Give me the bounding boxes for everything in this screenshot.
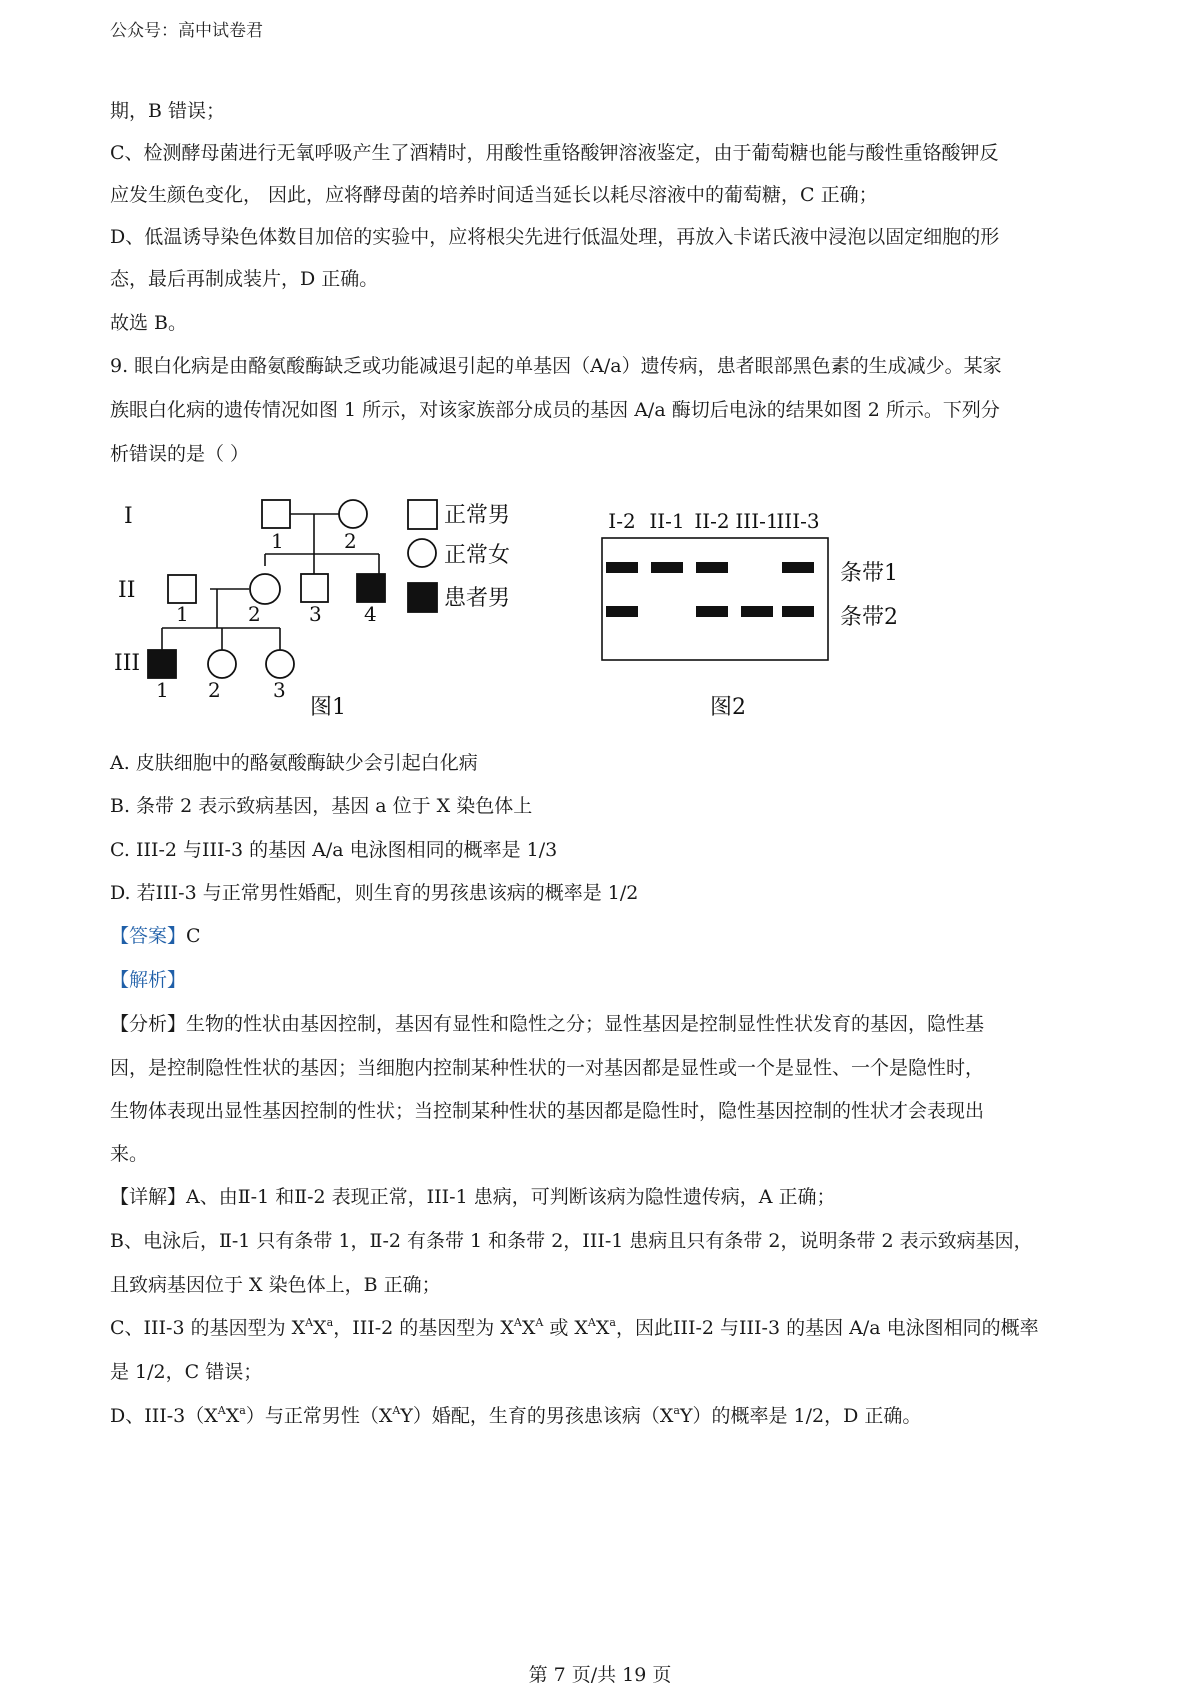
prev-d-line2: 态，最后再制成装片，D 正确。 <box>110 268 379 290</box>
member-number: 2 <box>344 529 357 553</box>
detail-a: 【详解】A、由Ⅱ-1 和Ⅱ-2 表现正常，III-1 患病，可判断该病为隐性遗传病，A 正确； <box>110 1186 836 1208</box>
figure1-caption: 图1 <box>310 695 346 720</box>
analysis-line3: 生物体表现出显性基因控制的性状；当控制某种性状的基因都是隐性时，隐性基因控制的性状才会表现出 <box>110 1100 985 1122</box>
member-I-1-normal-male <box>262 500 290 528</box>
band-III-3-band1 <box>782 562 814 573</box>
member-number: 4 <box>364 602 377 626</box>
member-II-2-normal-female <box>250 574 280 604</box>
member-II-3-normal-male <box>301 574 328 602</box>
band-III-1-band2 <box>741 606 773 617</box>
member-number: 2 <box>208 678 221 702</box>
detail-c-line1: C、III-3 的基因型为 $X^AX^a$，III-2 的基因型为 $X^AX^A$ 或 $X^AX^a$，因此III-2 与III-3 的基因 A/a 电泳图相同的概率 <box>110 1315 1039 1339</box>
generation-label-III: III <box>114 651 141 676</box>
member-number: 1 <box>156 678 169 702</box>
member-II-4-affected-male <box>357 574 385 602</box>
legend-normal-male-symbol <box>408 500 437 529</box>
option-a: A. 皮肤细胞中的酪氨酸酶缺少会引起白化病 <box>110 752 478 774</box>
prev-c-line2: 应发生颜色变化， 因此，应将酵母菌的培养时间适当延长以耗尽溶液中的葡萄糖，C 正确； <box>110 184 878 206</box>
band-II-2-band2 <box>696 606 728 617</box>
lane-label-II-1: II-1 <box>649 509 685 533</box>
generation-label-I: I <box>124 504 133 529</box>
band-I-2-band1 <box>606 562 638 573</box>
member-number: 3 <box>273 678 286 702</box>
lane-label-I-2: I-2 <box>608 509 636 533</box>
analysis-line2: 因，是控制隐性性状的基因；当细胞内控制某种性状的一对基因都是显性或一个是显性、一个是隐性时， <box>110 1057 985 1079</box>
band-II-1-band1 <box>651 562 683 573</box>
member-I-2-normal-female <box>339 500 367 528</box>
figure1-pedigree <box>110 488 580 728</box>
band-label-1: 条带1 <box>840 561 898 586</box>
prev-b-tail: 期，B 错误； <box>110 100 226 122</box>
member-III-3-normal-female <box>266 650 294 678</box>
member-II-1-normal-male <box>168 575 196 603</box>
legend-affected-male-label: 患者男 <box>444 586 511 611</box>
lane-label-III-3: III-3 <box>776 509 820 533</box>
prev-conclusion: 故选 B。 <box>110 312 188 334</box>
member-number: 2 <box>248 602 261 626</box>
page-footer: 第 7 页/共 19 页 <box>528 1664 672 1686</box>
detail-c-line2: 是 1/2，C 错误； <box>110 1361 263 1383</box>
question-line3: 析错误的是（ ） <box>110 443 250 465</box>
band-label-2: 条带2 <box>840 605 898 630</box>
answer-row <box>110 923 201 949</box>
band-I-2-band2 <box>606 606 638 617</box>
lane-label-II-2: II-2 <box>694 509 730 533</box>
detail-label: 【详解】 <box>110 1186 187 1208</box>
option-d: D. 若III-3 与正常男性婚配，则生育的男孩患该病的概率是 1/2 <box>110 882 639 904</box>
legend-normal-female-symbol <box>408 539 436 567</box>
generation-label-II: II <box>118 578 136 603</box>
lane-label-III-1: III-1 <box>735 509 779 533</box>
legend-normal-female-label: 正常女 <box>444 543 511 568</box>
figure2-electrophoresis <box>595 498 925 728</box>
prev-d-line1: D、低温诱导染色体数目加倍的实验中，应将根尖先进行低温处理，再放入卡诺氏液中浸泡以固定细胞的形 <box>110 226 1000 248</box>
option-b: B. 条带 2 表示致病基因，基因 a 位于 X 染色体上 <box>110 795 533 817</box>
member-III-2-normal-female <box>208 650 236 678</box>
legend-normal-male-label: 正常男 <box>444 503 511 528</box>
detail-b-line2: 且致病基因位于 X 染色体上，B 正确； <box>110 1274 441 1296</box>
legend-affected-male-symbol <box>408 583 437 612</box>
band-III-3-band2 <box>782 606 814 617</box>
analysis-label: 【分析】 <box>110 1013 187 1035</box>
answer-value: C <box>186 925 201 947</box>
question-line1: 9. 眼白化病是由酪氨酸酶缺乏或功能减退引起的单基因（A/a）遗传病，患者眼部黑色素的生成减少。某家 <box>110 355 1002 377</box>
member-number: 3 <box>309 602 322 626</box>
analysis-line4: 来。 <box>110 1143 149 1165</box>
question-line2: 族眼白化病的遗传情况如图 1 所示，对该家族部分成员的基因 A/a 酶切后电泳的结果如图 2 所示。下列分 <box>110 399 1000 421</box>
analysis-line1: 【分析】生物的性状由基因控制，基因有显性和隐性之分；显性基因是控制显性性状发育的基因，隐性基 <box>110 1013 985 1035</box>
analysis-heading: 【解析】 <box>110 969 187 991</box>
header-source: 公众号：高中试卷君 <box>110 21 263 41</box>
detail-d: D、III-$3(X^AX^a)$与正常男性$(X^AY)$婚配，生育的男孩患该病$(X^aY)$的概率是 1/2，D 正确。 <box>110 1403 922 1427</box>
gel-frame <box>602 538 828 660</box>
band-II-2-band1 <box>696 562 728 573</box>
answer-label: 【答案】 <box>110 925 187 947</box>
figure2-caption: 图2 <box>710 695 746 720</box>
prev-c-line1: C、检测酵母菌进行无氧呼吸产生了酒精时，用酸性重铬酸钾溶液鉴定，由于葡萄糖也能与酸性重铬酸钾反 <box>110 142 999 164</box>
member-number: 1 <box>176 602 189 626</box>
member-III-1-affected-male <box>148 650 176 678</box>
detail-b-line1: B、电泳后，Ⅱ-1 只有条带 1，Ⅱ-2 有条带 1 和条带 2，III-1 患病且只有条带 2，说明条带 2 表示致病基因， <box>110 1230 1033 1252</box>
member-number: 1 <box>271 529 284 553</box>
option-c: C. III-2 与III-3 的基因 A/a 电泳图相同的概率是 1/3 <box>110 839 558 861</box>
